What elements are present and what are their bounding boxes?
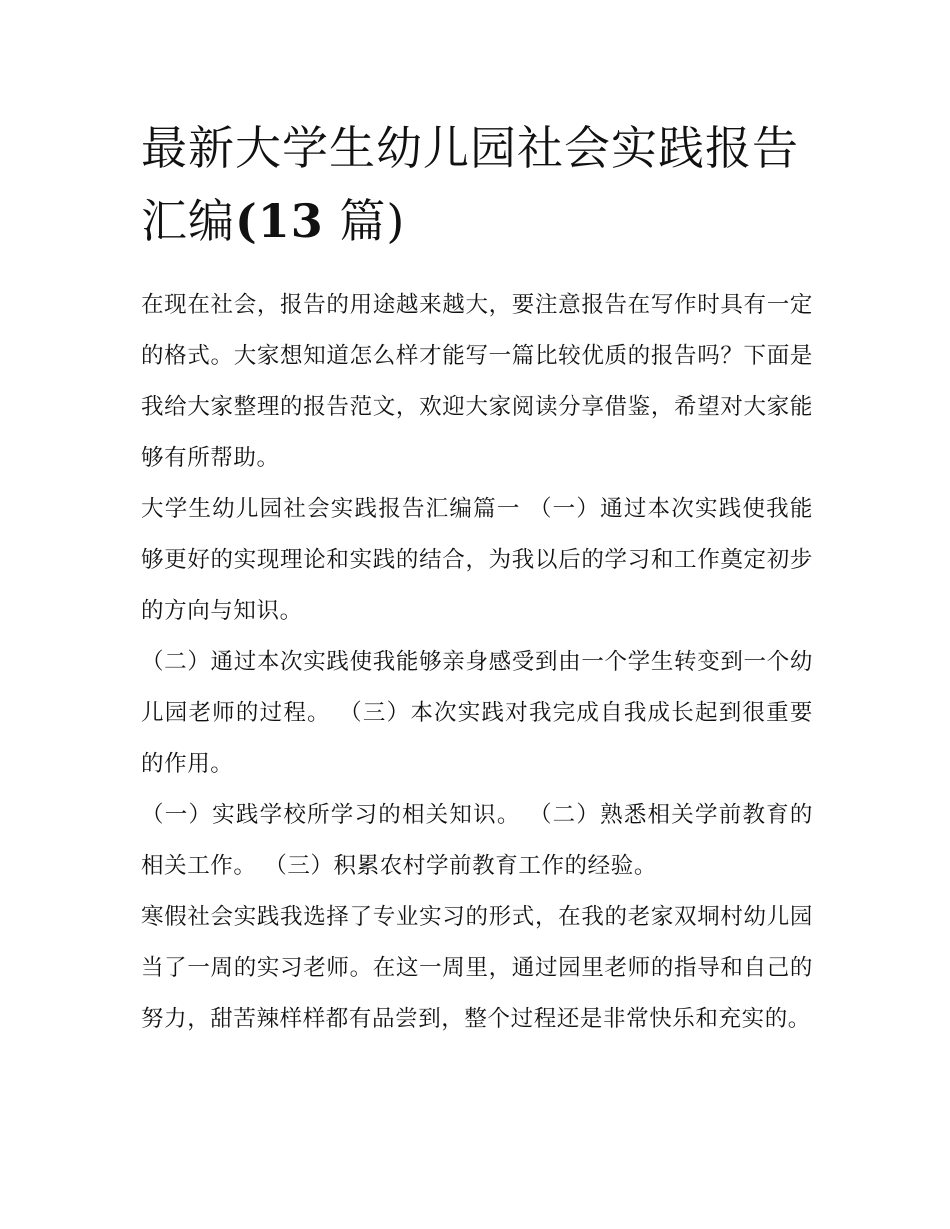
intro-paragraph: 在现在社会，报告的用途越来越大，要注意报告在写作时具有一定的格式。大家想知道怎么样才能写一篇比较优质的报告吗？下面是我给大家整理的报告范文，欢迎大家阅读分享借鉴，希望对大家能够有所帮助。: [141, 292, 813, 471]
body-paragraph: （一）实践学校所学习的相关知识。 （二）熟悉相关学前教育的相关工作。 （三）积累农村学前教育工作的经验。: [141, 802, 813, 879]
body-paragraph: 大学生幼儿园社会实践报告汇编篇一 （一）通过本次实践使我能够更好的实现理论和实践的结合，为我以后的学习和工作奠定初步的方向与知识。: [141, 496, 813, 624]
title-suffix: 篇): [339, 194, 406, 248]
document-page: [141, 112, 813, 1045]
title-count: (13: [235, 194, 324, 248]
title-text: 最新大学生幼儿园社会实践报告汇编: [141, 121, 799, 248]
document-title: [141, 112, 813, 258]
body-paragraph: 寒假社会实践我选择了专业实习的形式，在我的老家双垌村幼儿园当了一周的实习老师。在这一周里，通过园里老师的指导和自己的努力，甜苦辣样样都有品尝到，整个过程还是非常快乐和充实的。: [141, 904, 813, 1032]
body-paragraph: （二）通过本次实践使我能够亲身感受到由一个学生转变到一个幼儿园老师的过程。 （三）本次实践对我完成自我成长起到很重要的作用。: [141, 649, 813, 777]
